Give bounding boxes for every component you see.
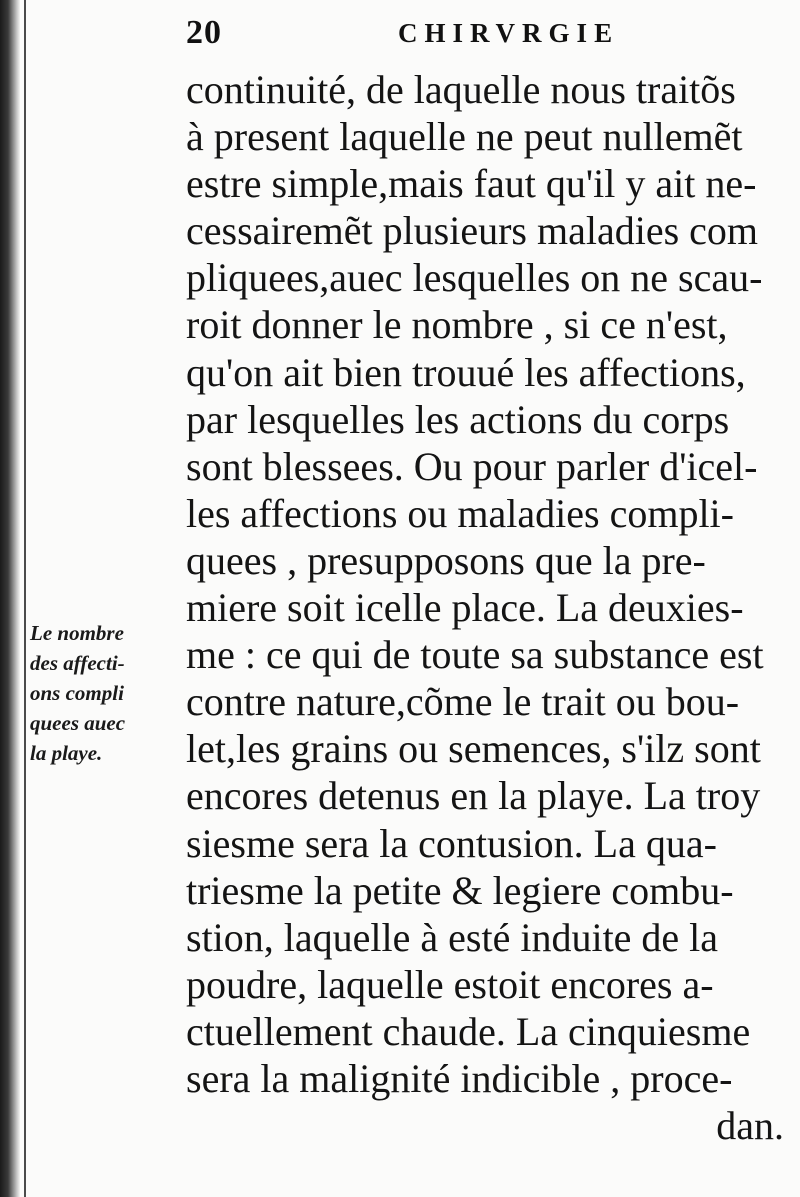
text-line: cessairemẽt plusieurs maladies com: [186, 208, 759, 254]
text-line: quees , presupposons que la pre-: [186, 537, 706, 583]
marginal-note-line: ons compli: [30, 681, 124, 705]
text-line: sera la malignité indicible , proce-: [186, 1055, 733, 1101]
text-line: qu'on ait bien trouué les affections,: [186, 349, 746, 395]
text-line: contre nature,cõme le trait ou bou-: [186, 679, 740, 725]
text-line: miere soit icelle place. La deuxies-: [186, 585, 744, 631]
text-line: par lesquelles les actions du corps: [186, 396, 730, 442]
marginal-note: [30, 618, 180, 768]
marginal-note-line: Le nombre: [30, 621, 124, 645]
main-text-block: [186, 66, 790, 1149]
marginal-note-line: la playe.: [30, 741, 103, 765]
text-line: me : ce qui de toute sa substance est: [186, 632, 764, 678]
text-line: poudre, laquelle estoit encores a-: [186, 961, 714, 1007]
text-line: continuité, de laquelle nous traitõs: [186, 67, 736, 112]
text-line: sont blessees. Ou pour parler d'icel-: [186, 443, 758, 489]
text-line: estre simple,mais faut qu'il y ait ne-: [186, 161, 757, 207]
text-line: ctuellement chaude. La cinquiesme: [186, 1008, 751, 1054]
text-line: à present laquelle ne peut nullemẽt: [186, 114, 743, 160]
marginal-note-line: quees auec: [30, 711, 126, 735]
catchword-line: dan.: [716, 1103, 784, 1149]
page-number: 20: [186, 14, 222, 51]
binding-edge: [24, 0, 26, 1197]
marginal-note-line: des affecti-: [30, 651, 125, 675]
text-line: let,les grains ou semences, s'ilz sont: [186, 726, 761, 772]
running-head: CHIRVRGIE: [398, 18, 620, 48]
text-line: triesme la petite & legiere combu-: [186, 867, 734, 913]
text-line: les affections ou maladies compli-: [186, 490, 734, 536]
page-gutter: [0, 0, 20, 1197]
text-line: siesme sera la contusion. La qua-: [186, 820, 717, 866]
text-line: encores detenus en la playe. La troy: [186, 773, 761, 819]
text-line: stion, laquelle à esté induite de la: [186, 914, 719, 960]
text-line: roit donner le nombre , si ce n'est,: [186, 302, 728, 348]
text-line: pliquees,auec lesquelles on ne scau-: [186, 255, 763, 301]
